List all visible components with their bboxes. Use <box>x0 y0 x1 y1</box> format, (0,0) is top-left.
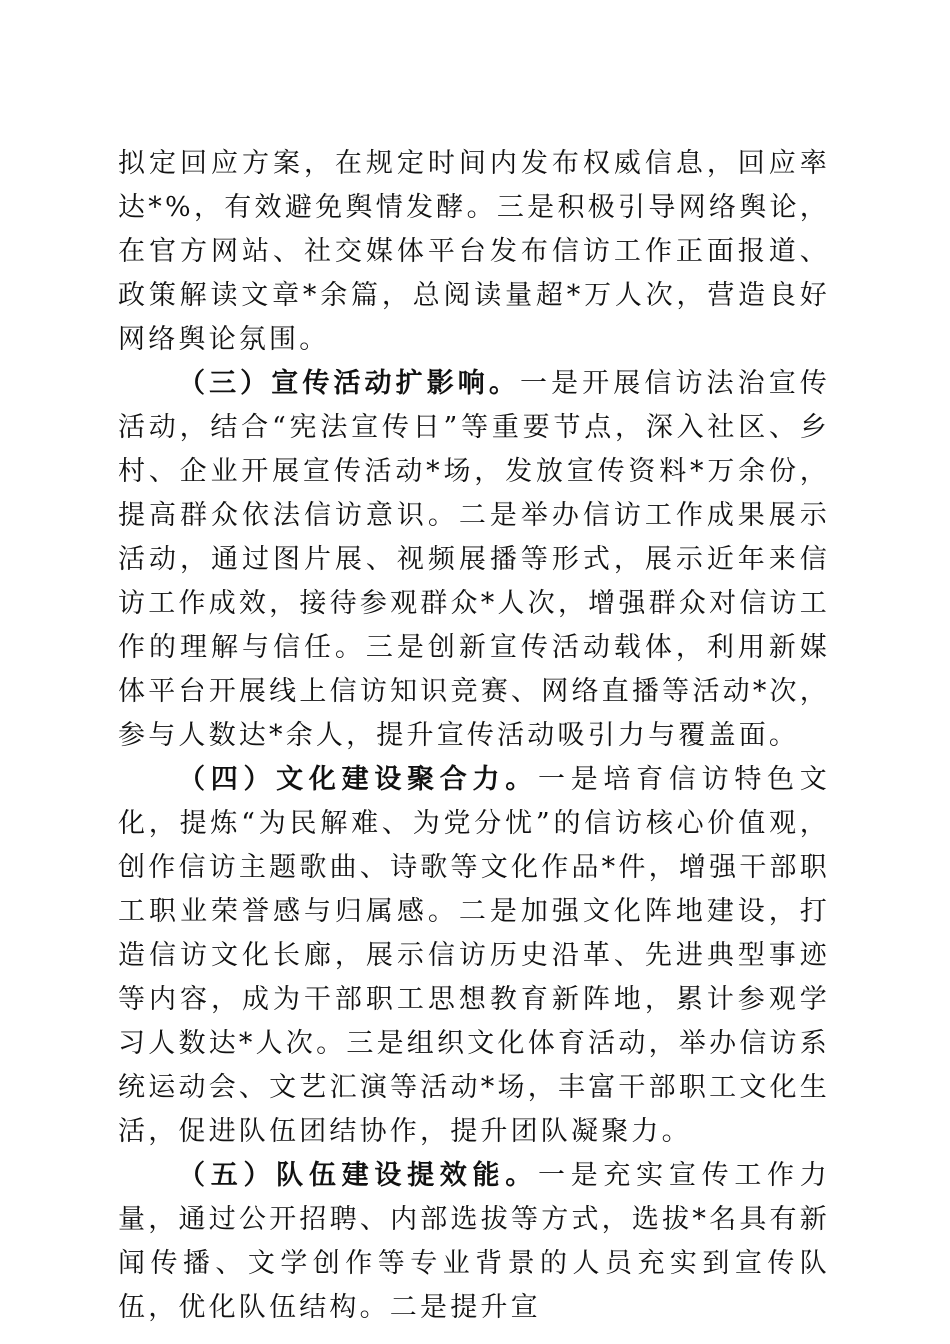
paragraph-continuation <box>118 142 830 362</box>
paragraph-text: 一是充实宣传工作力量，通过公开招聘、内部选拔等方式，选拔*名具有新闻传播、文学创作等专业背景的人员充实到宣传队伍，优化队伍结构。二是提升宣 <box>118 1160 830 1323</box>
section-heading: （四）文化建设聚合力。 <box>178 764 538 795</box>
paragraph-section-3 <box>118 362 830 758</box>
section-heading: （五）队伍建设提效能。 <box>178 1160 538 1191</box>
paragraph-text: 一是开展信访法治宣传活动，结合“宪法宣传日”等重要节点，深入社区、乡村、企业开展宣传活动*场，发放宣传资料*万余份，提高群众依法信访意识。二是举办信访工作成果展示活动，通过图片展、视频展播等形式，展示近年来信访工作成效，接待参观群众*人次，增强群众对信访工作的理解与信任。三是创新宣传活动载体，利用新媒体平台开展线上信访知识竞赛、网络直播等活动*次，参与人数达*余人，提升宣传活动吸引力与覆盖面。 <box>118 368 831 751</box>
paragraph-section-5 <box>118 1154 830 1330</box>
paragraph-text: 一是培育信访特色文化，提炼“为民解难、为党分忧”的信访核心价值观，创作信访主题歌曲、诗歌等文化作品*件，增强干部职工职业荣誉感与归属感。二是加强文化阵地建设，打造信访文化长廊，展示信访历史沿革、先进典型事迹等内容，成为干部职工思想教育新阵地，累计参观学习人数达*人次。三是组织文化体育活动，举办信访系统运动会、文艺汇演等活动*场，丰富干部职工文化生活，促进队伍团结协作，提升团队凝聚力。 <box>118 764 830 1147</box>
paragraph-text: 拟定回应方案，在规定时间内发布权威信息，回应率达*%，有效避免舆情发酵。三是积极引导网络舆论，在官方网站、社交媒体平台发布信访工作正面报道、政策解读文章*余篇，总阅读量超*万人次，营造良好网络舆论氛围。 <box>118 148 830 355</box>
section-heading: （三）宣传活动扩影响。 <box>178 368 520 399</box>
paragraph-section-4 <box>118 758 830 1154</box>
document-body <box>118 142 830 1330</box>
